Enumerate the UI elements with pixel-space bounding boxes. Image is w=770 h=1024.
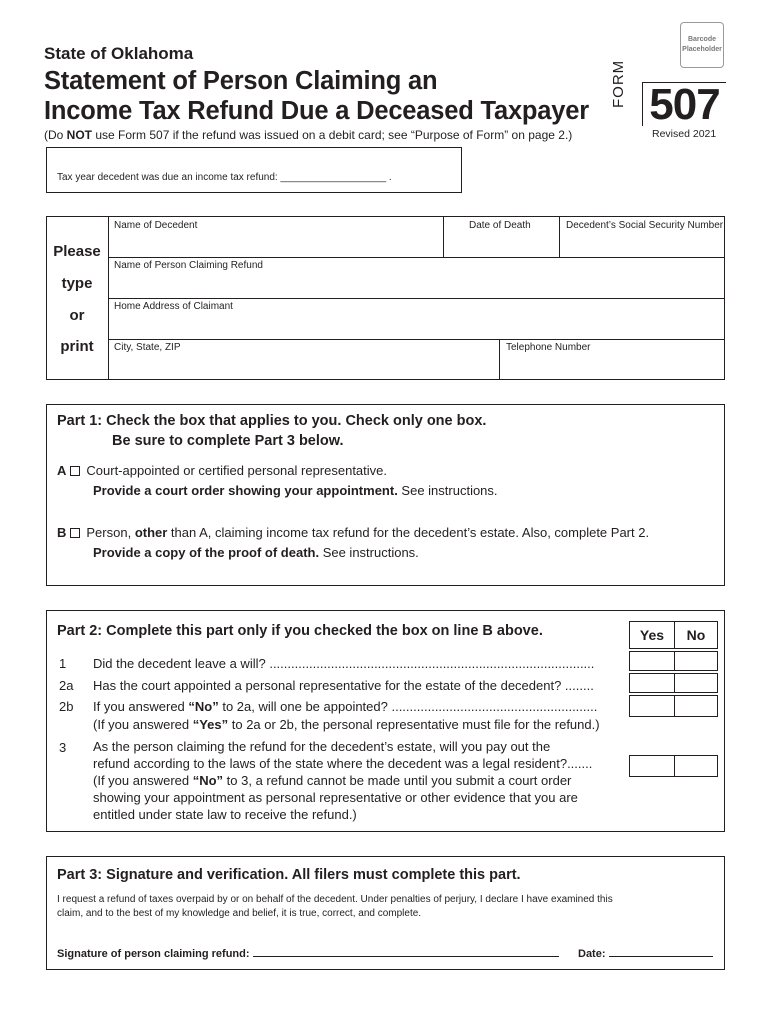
usage-note-pre: (Do bbox=[44, 128, 67, 142]
option-b-instruction bbox=[57, 543, 717, 563]
date-label: Date: bbox=[578, 948, 606, 960]
q2a-no-box[interactable] bbox=[674, 673, 718, 693]
q2b-note bbox=[93, 715, 627, 735]
tax-year-field[interactable] bbox=[57, 172, 392, 183]
side-label-please: Please bbox=[53, 243, 101, 260]
side-label-or: or bbox=[69, 307, 85, 324]
home-address-field[interactable] bbox=[114, 301, 722, 337]
q3-line3-post: to 3, a refund cannot be made until you submit a court order bbox=[223, 773, 572, 788]
tax-year-blank: ___________________ . bbox=[280, 172, 392, 183]
option-a-checkbox[interactable] bbox=[70, 466, 80, 476]
telephone-field[interactable] bbox=[506, 342, 722, 378]
option-b-letter: B bbox=[57, 525, 67, 540]
q3-line3 bbox=[93, 772, 627, 789]
q3-line2: refund according to the laws of the state where the decedent was a legal resident?....... bbox=[93, 756, 593, 771]
option-b-tail: See instructions. bbox=[319, 545, 419, 560]
q1-no-box[interactable] bbox=[674, 651, 718, 671]
part2-heading: Part 2: Complete this part only if you checked the box on line B above. bbox=[57, 623, 543, 639]
date-line[interactable] bbox=[609, 947, 713, 957]
q1-text: Did the decedent leave a will? .......................................................................................... bbox=[93, 656, 595, 671]
q2b-text bbox=[93, 697, 627, 717]
option-a-tail: See instructions. bbox=[397, 483, 498, 498]
q2b-post: to 2a, will one be appointed? ......................................................... bbox=[218, 699, 598, 714]
identification-table bbox=[46, 216, 725, 380]
q2b-note-post: to 2a or 2b, the personal representative must file for the refund.) bbox=[228, 717, 600, 732]
q2a-number: 2a bbox=[59, 678, 74, 693]
q3-number: 3 bbox=[59, 740, 67, 755]
q2b-bold: “No” bbox=[188, 699, 219, 714]
q3-line4: showing your appointment as personal representative or other evidence that you are bbox=[93, 790, 578, 805]
form-word: FORM bbox=[610, 59, 627, 108]
q2b-note-pre: (If you answered bbox=[93, 717, 193, 732]
barcode-placeholder bbox=[680, 22, 724, 68]
telephone-label: Telephone Number bbox=[506, 342, 591, 353]
part1-heading-line1: Part 1: Check the box that applies to you. Check only one box. bbox=[57, 413, 487, 429]
title-line2: Income Tax Refund Due a Deceased Taxpayer bbox=[44, 97, 589, 125]
no-column-header: No bbox=[674, 621, 718, 649]
signature-line[interactable] bbox=[253, 947, 559, 957]
row1-divider-a bbox=[443, 217, 444, 257]
option-a-letter: A bbox=[57, 463, 67, 478]
usage-note-bold: NOT bbox=[66, 128, 93, 142]
q3-text bbox=[93, 738, 627, 823]
side-label-print: print bbox=[60, 338, 94, 355]
option-a-text: Court-appointed or certified personal representative. bbox=[86, 463, 388, 478]
row-divider-3 bbox=[108, 339, 724, 340]
revision-date: Revised 2021 bbox=[652, 128, 717, 140]
form-title bbox=[44, 66, 589, 126]
part1-section bbox=[46, 404, 725, 586]
q2b-yes-box[interactable] bbox=[629, 695, 675, 717]
q2b-note-bold: “Yes” bbox=[192, 717, 229, 732]
option-b-bold2: Provide a copy of the proof of death. bbox=[93, 545, 320, 560]
q1-yes-box[interactable] bbox=[629, 651, 675, 671]
home-address-label: Home Address of Claimant bbox=[114, 301, 233, 312]
decedent-ssn-field[interactable] bbox=[566, 220, 724, 256]
q2a-text: Has the court appointed a personal representative for the estate of the decedent? ........ bbox=[93, 678, 594, 693]
q3-no-box[interactable] bbox=[674, 755, 718, 777]
usage-note bbox=[44, 128, 572, 142]
tax-year-box bbox=[46, 147, 462, 193]
decedent-name-field[interactable] bbox=[114, 220, 440, 256]
declaration bbox=[57, 893, 717, 921]
claimant-name-field[interactable] bbox=[114, 260, 722, 296]
option-a-bold: Provide a court order showing your appointment. bbox=[93, 483, 398, 498]
form-number: 507 bbox=[642, 82, 726, 126]
decedent-ssn-label: Decedent’s Social Security Number bbox=[566, 220, 724, 231]
side-label-type: type bbox=[61, 275, 93, 292]
option-b-bold: other bbox=[134, 525, 168, 540]
part3-section bbox=[46, 856, 725, 970]
part2-section bbox=[46, 610, 725, 832]
barcode-line2: Placeholder bbox=[682, 46, 722, 53]
row-divider-1 bbox=[108, 257, 724, 258]
option-b bbox=[57, 523, 717, 563]
signature-row bbox=[57, 947, 559, 960]
decedent-name-label: Name of Decedent bbox=[114, 220, 198, 231]
q3-line1: As the person claiming the refund for the decedent’s estate, will you pay out the bbox=[93, 739, 551, 754]
date-of-death-label: Date of Death bbox=[469, 220, 531, 231]
row4-divider bbox=[499, 339, 500, 379]
barcode-line1: Barcode bbox=[687, 36, 716, 43]
q3-yes-box[interactable] bbox=[629, 755, 675, 777]
declaration-line1: I request a refund of taxes overpaid by or on behalf of the decedent. Under penalties of perjury, I declare I have examined this bbox=[57, 894, 613, 905]
q2b-pre: If you answered bbox=[93, 699, 189, 714]
claimant-name-label: Name of Person Claiming Refund bbox=[114, 260, 263, 271]
tax-year-label: Tax year decedent was due an income tax refund: bbox=[57, 172, 278, 183]
q2a-yes-box[interactable] bbox=[629, 673, 675, 693]
option-b-checkbox[interactable] bbox=[70, 528, 80, 538]
row-divider-2 bbox=[108, 298, 724, 299]
q2b-no-box[interactable] bbox=[674, 695, 718, 717]
option-b-post: than A, claiming income tax refund for the decedent’s estate. Also, complete Part 2. bbox=[167, 525, 650, 540]
signature-label: Signature of person claiming refund: bbox=[57, 948, 250, 960]
option-a bbox=[57, 461, 717, 501]
q3-line5: entitled under state law to receive the refund.) bbox=[93, 807, 357, 822]
title-line1: Statement of Person Claiming an bbox=[44, 67, 438, 95]
q1-number: 1 bbox=[59, 656, 67, 671]
city-state-zip-label: City, State, ZIP bbox=[114, 342, 181, 353]
option-b-pre: Person, bbox=[86, 525, 135, 540]
yes-column-header: Yes bbox=[629, 621, 675, 649]
row1-divider-b bbox=[559, 217, 560, 257]
option-a-instruction bbox=[57, 481, 717, 501]
usage-note-post: use Form 507 if the refund was issued on a debit card; see “Purpose of Form” on page 2.) bbox=[92, 128, 573, 142]
state-name: State of Oklahoma bbox=[44, 44, 194, 63]
part1-heading-line2: Be sure to complete Part 3 below. bbox=[112, 433, 344, 449]
q3-line3-bold: “No” bbox=[192, 773, 224, 788]
q2b-number: 2b bbox=[59, 699, 74, 714]
part3-heading: Part 3: Signature and verification. All filers must complete this part. bbox=[57, 867, 521, 883]
date-of-death-field[interactable] bbox=[469, 220, 557, 256]
declaration-line2: claim, and to the best of my knowledge and belief, it is true, correct, and complete. bbox=[57, 908, 422, 919]
date-row bbox=[578, 947, 713, 960]
q3-line3-pre: (If you answered bbox=[93, 773, 193, 788]
city-state-zip-field[interactable] bbox=[114, 342, 494, 378]
